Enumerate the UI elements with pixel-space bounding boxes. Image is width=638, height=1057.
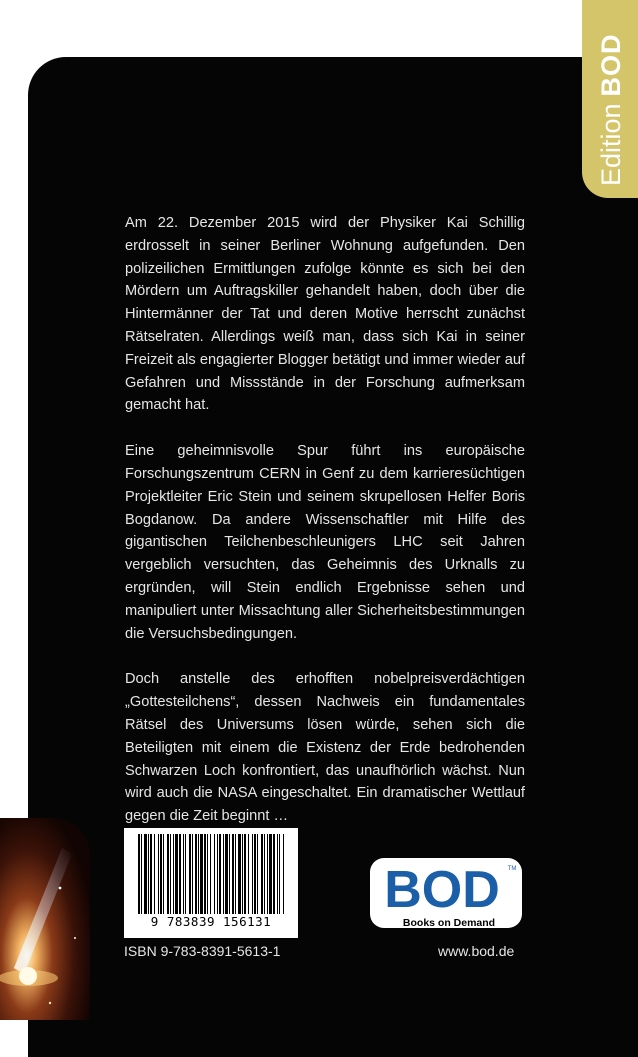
barcode-bar (189, 834, 191, 914)
barcode-bar (235, 834, 236, 914)
barcode-bar (144, 834, 147, 914)
barcode-bar (141, 834, 142, 914)
barcode-bar (264, 834, 265, 914)
barcode-bar (200, 834, 203, 914)
barcode-bar (154, 834, 155, 914)
barcode-bar (238, 834, 241, 914)
barcode-bar (183, 834, 184, 914)
barcode-bar (219, 834, 221, 914)
blurb-paragraph-2: Eine geheimnisvolle Spur führt ins europäische Forschungszentrum CERN in Genf zu dem karrieresüchtigen Projektleiter Eric Stein und seinem skrupellosen Helfer Boris Bogdanow. Da andere Wissenschaftler mit Hilfe des gigantischen Teilchenbeschleunigers LHC seit Jahren vergeblich versuchten, das Geheimnis des Urknalls zu ergründen, will Stein endlich Ergebnisse sehen und manipuliert unter Missachtung aller Sicherheitsbestimmungen die Versuchsbedingungen. (125, 443, 525, 642)
bod-logo-text: BOD (384, 861, 500, 919)
barcode-bar (267, 834, 268, 914)
barcode-bars (138, 834, 284, 914)
edition-prefix: Edition (596, 103, 626, 186)
barcode-bar (210, 834, 211, 914)
blurb-paragraph-1: Am 22. Dezember 2015 wird der Physiker Kai Schillig erdrosselt in seiner Berliner Wohnung aufgefunden. Den polizeilichen Ermittlungen zufolge könnte es sich bei den Mördern um Auftragskiller gehandelt haben, doch über die Hintermänner der Tat und deren Motive herrscht zunächst Rätselraten. Allerdings weiß man, dass sich Kai in seiner Freizeit als engagierter Blogger betätigt und immer wieder auf Gefahren und Missstände in der Forschung aufmerksam gemacht hat. (125, 215, 525, 414)
barcode-bar (204, 834, 206, 914)
barcode-bar (279, 834, 280, 914)
barcode-bar (244, 834, 246, 914)
blurb-text (125, 212, 525, 851)
edition-brand: BOD (596, 33, 626, 97)
barcode-bar (232, 834, 234, 914)
barcode-bar (150, 834, 152, 914)
barcode (124, 828, 298, 938)
barcode-bar (242, 834, 243, 914)
barcode-bar (273, 834, 275, 914)
bod-tagline: Books on Demand (402, 917, 496, 929)
barcode-bar (138, 834, 140, 914)
barcode-bar (207, 834, 208, 914)
barcode-bar (225, 834, 228, 914)
barcode-bar (277, 834, 278, 914)
barcode-bar (160, 834, 162, 914)
barcode-bar (252, 834, 253, 914)
barcode-bar (217, 834, 218, 914)
barcode-bar (248, 834, 249, 914)
publisher-website: www.bod.de (438, 943, 515, 959)
barcode-bar (223, 834, 224, 914)
barcode-bar (163, 834, 164, 914)
barcode-bar (283, 834, 284, 914)
barcode-bar (179, 834, 181, 914)
barcode-bar (229, 834, 230, 914)
barcode-bar (214, 834, 215, 914)
trademark-mark: TM (507, 866, 517, 872)
barcode-bar (170, 834, 171, 914)
edition-label (591, 6, 631, 186)
blurb-paragraph-3: Doch anstelle des erhofften nobelpreisverdächtigen „Gottesteilchens“, dessen Nachweis ein fundamentales Rätsel des Universums lösen würde, sehen sich die Beteiligten mit einem die Existenz der Erde bedrohenden Schwarzen Loch konfrontiert, das unaufhörlich wächst. Nun wird auch die NASA eingeschaltet. Ein dramatischer Wettlauf gegen die Zeit beginnt … (125, 671, 525, 825)
barcode-bar (158, 834, 159, 914)
barcode-bar (192, 834, 193, 914)
black-hole-image (0, 818, 90, 1020)
barcode-bar (269, 834, 272, 914)
barcode-bar (198, 834, 199, 914)
barcode-bar (173, 834, 174, 914)
barcode-bar (185, 834, 186, 914)
barcode-digits: 9 783839 156131 (150, 914, 272, 929)
barcode-bar (257, 834, 258, 914)
barcode-bar (254, 834, 256, 914)
barcode-bar (195, 834, 197, 914)
barcode-bar (167, 834, 169, 914)
barcode-bar (261, 834, 263, 914)
barcode-bar (175, 834, 178, 914)
barcode-bar (148, 834, 149, 914)
isbn-number: ISBN 9-783-8391-5613-1 (124, 943, 281, 959)
